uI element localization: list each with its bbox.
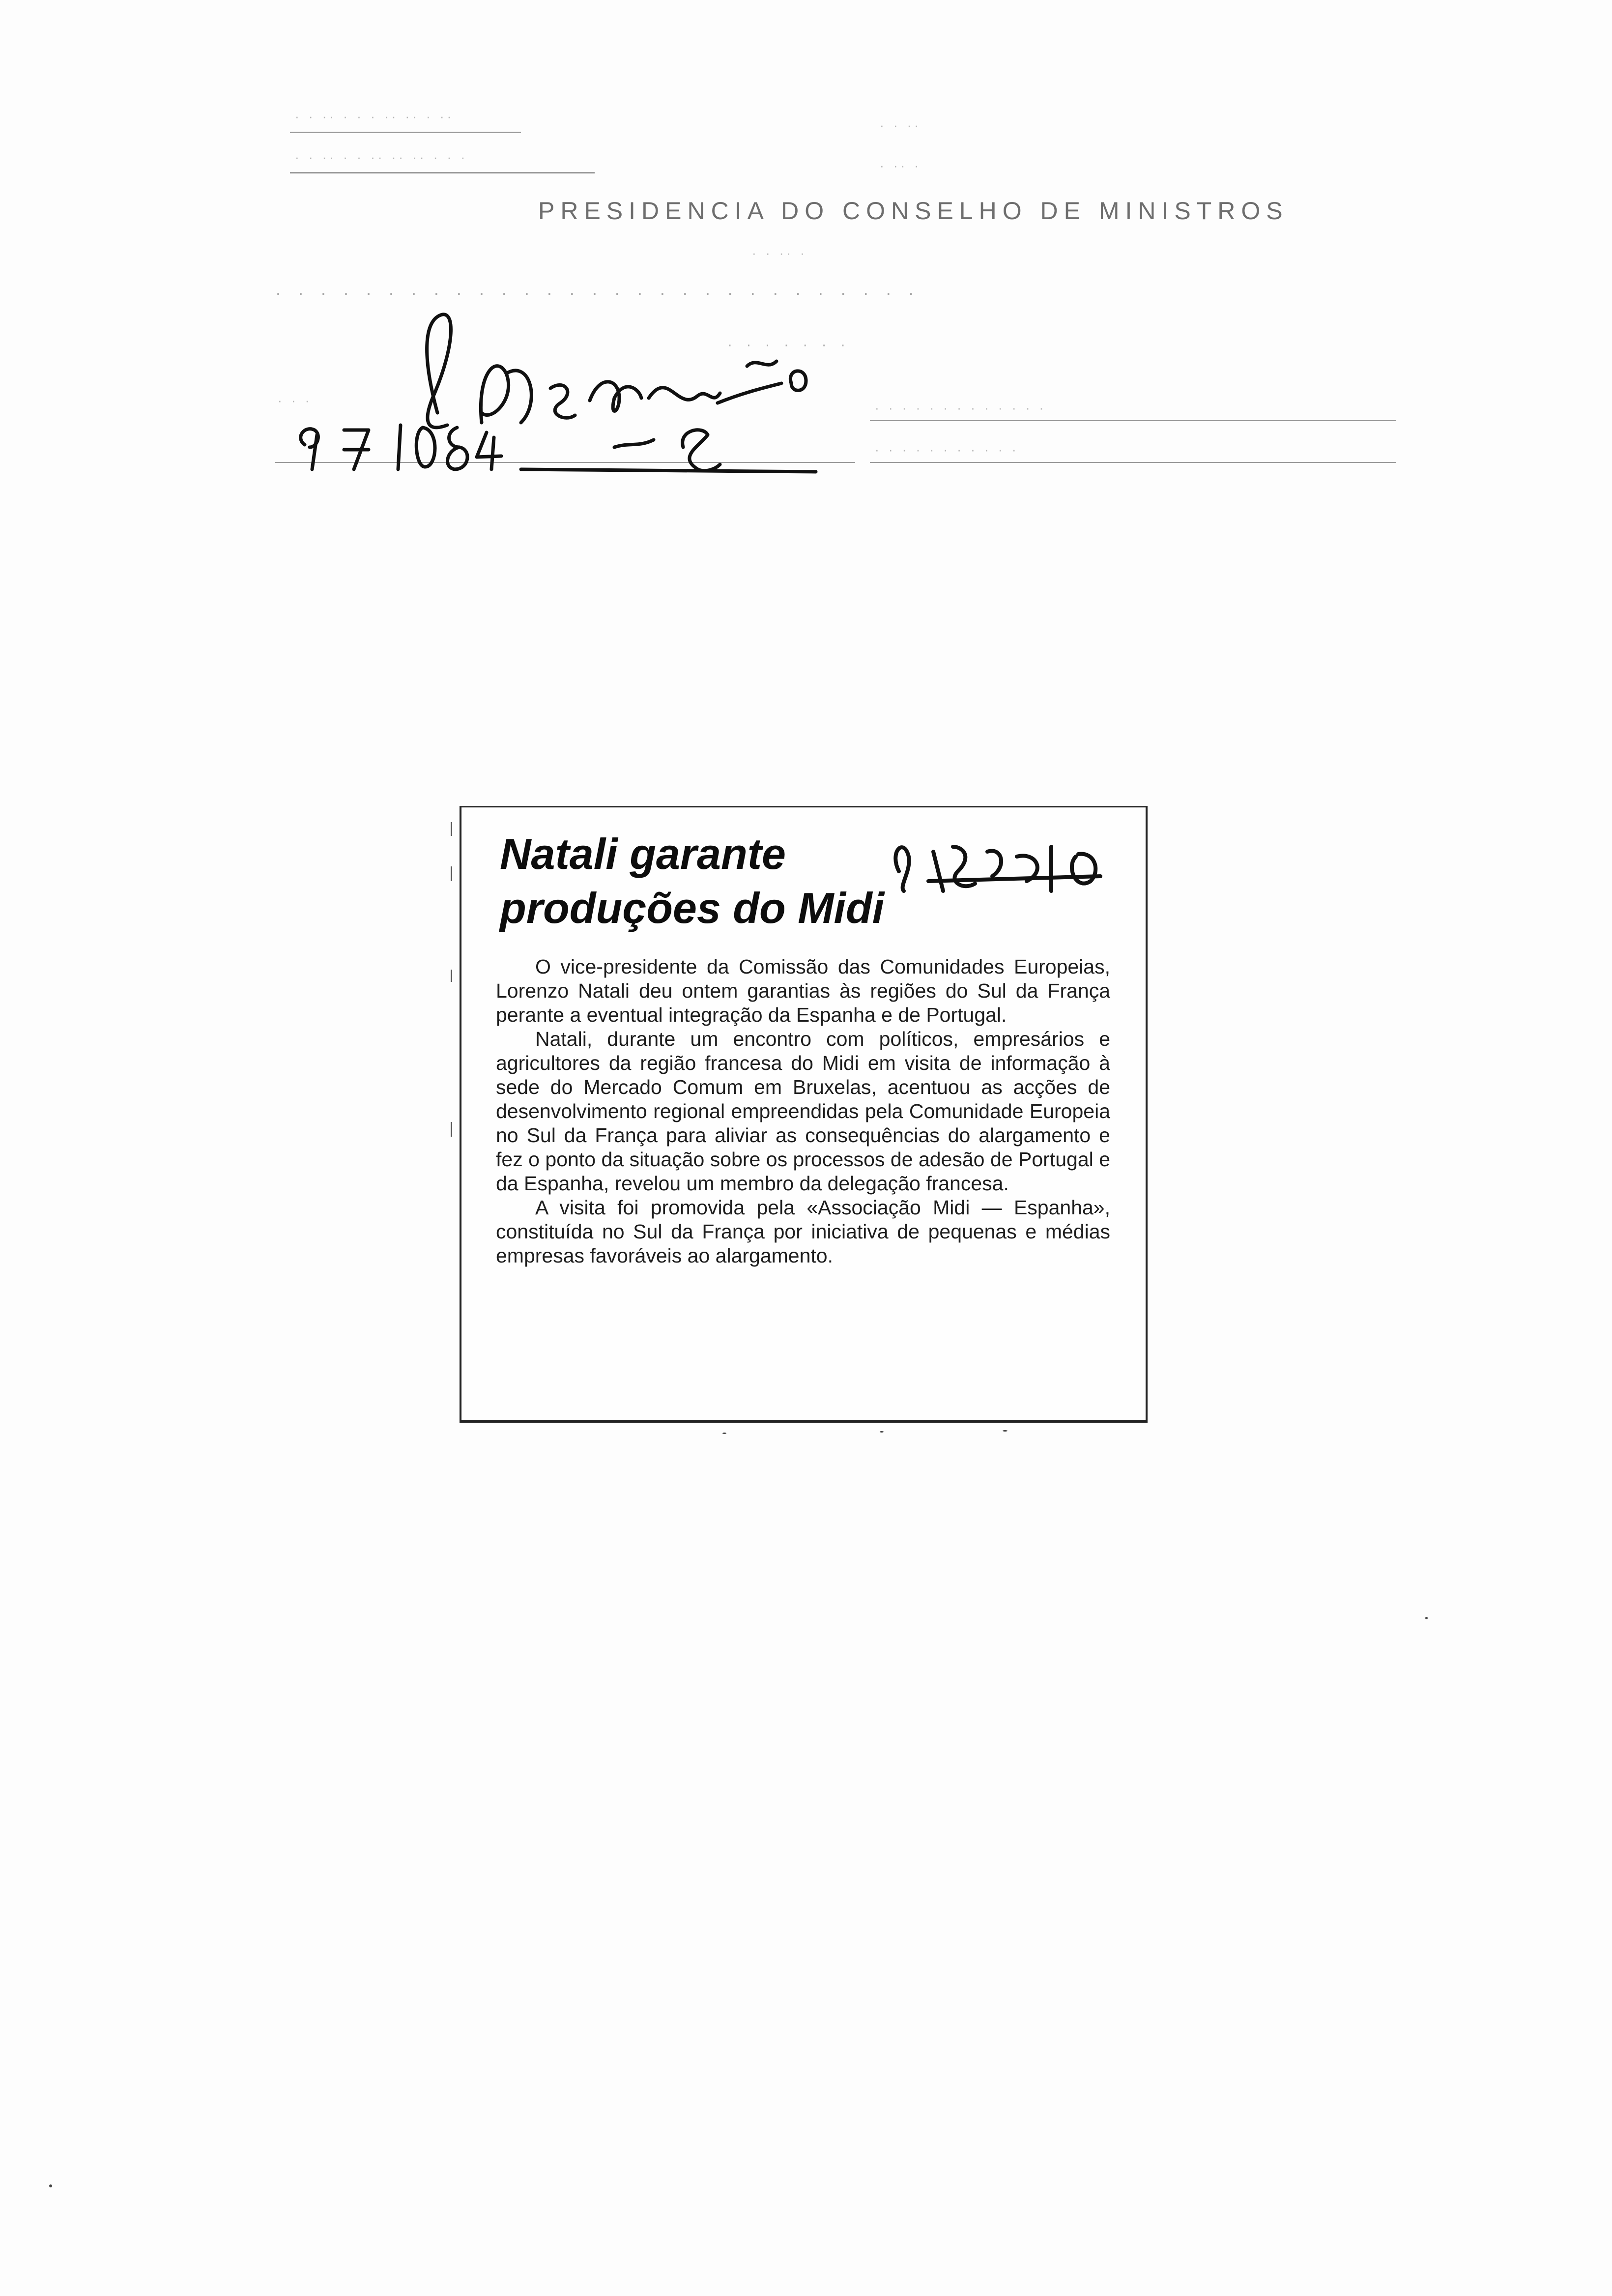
clipping-edge-mark [451, 822, 452, 836]
letterhead-rule [290, 172, 595, 173]
handwriting-strokes [275, 300, 914, 477]
form-label: · · · [278, 393, 313, 408]
letterhead-department: · · · · · · · · · · · · · · · · · · · · · · · · · · · · · [275, 283, 920, 303]
scan-speck [722, 1433, 726, 1434]
handwritten-annotation [275, 300, 914, 477]
letterhead-field: · · ·· · · ·· ·· ·· · · · [295, 150, 468, 165]
form-rule [870, 462, 1396, 463]
newspaper-clipping [460, 806, 1148, 1423]
form-rule [870, 420, 1396, 421]
letterhead-field: · ·· · [880, 158, 922, 173]
headline-line-1: Natali garante [500, 830, 786, 878]
article-paragraph: O vice-presidente da Comissão das Comunidades Europeias, Lorenzo Natali deu ontem garantias às regiões do Sul da França perante a eventual integração da Espanha e de Portugal. [496, 955, 1110, 1026]
headline-scribble [889, 817, 1135, 906]
scan-speck [880, 1431, 884, 1433]
article-body [496, 955, 1110, 1268]
article-paragraph: Natali, durante um encontro com políticos, empresários e agricultores da região francesa do Midi em visita de informação à sede do Mercado Comum em Bruxelas, acentuou as acções de desenvolvimento regional empreendidas pela Comunidade Europeia no Sul da França para aliviar as consequências do alargamento e fez o ponto da situação sobre os processos de adesão de Portugal e da Espanha, revelou um membro da delegação francesa. [496, 1028, 1110, 1195]
handwritten-date [275, 447, 278, 448]
scan-speck [49, 2184, 52, 2187]
form-label: · · · · · · · · · · · · · [875, 401, 1047, 415]
article-headline [500, 827, 884, 935]
form-label: · · · · · · · · · · · [875, 442, 1019, 457]
scan-speck [1425, 1617, 1428, 1619]
letterhead-field: · · ·· · [752, 246, 807, 260]
letterhead-field: · · ·· · · · ·· ·· · ·· [295, 109, 455, 124]
handwritten-signature [275, 457, 277, 458]
letterhead-title: PRESIDENCIA DO CONSELHO DE MINISTROS [538, 197, 1289, 225]
clipping-edge-mark [451, 1122, 452, 1137]
letterhead-subdepartment: · · · · · · · [727, 337, 850, 353]
scan-speck [1003, 1430, 1008, 1432]
clipping-edge-mark [451, 866, 452, 881]
letterhead-rule [290, 132, 521, 133]
headline-line-2: produções do Midi [500, 884, 885, 932]
letterhead-field: · · ·· [880, 118, 922, 133]
clipping-edge-mark [451, 970, 452, 982]
article-paragraph: A visita foi promovida pela «Associação Midi — Espanha», constituída no Sul da França por iniciativa de pequenas e médias empresas favoráveis ao alargamento. [496, 1196, 1110, 1267]
